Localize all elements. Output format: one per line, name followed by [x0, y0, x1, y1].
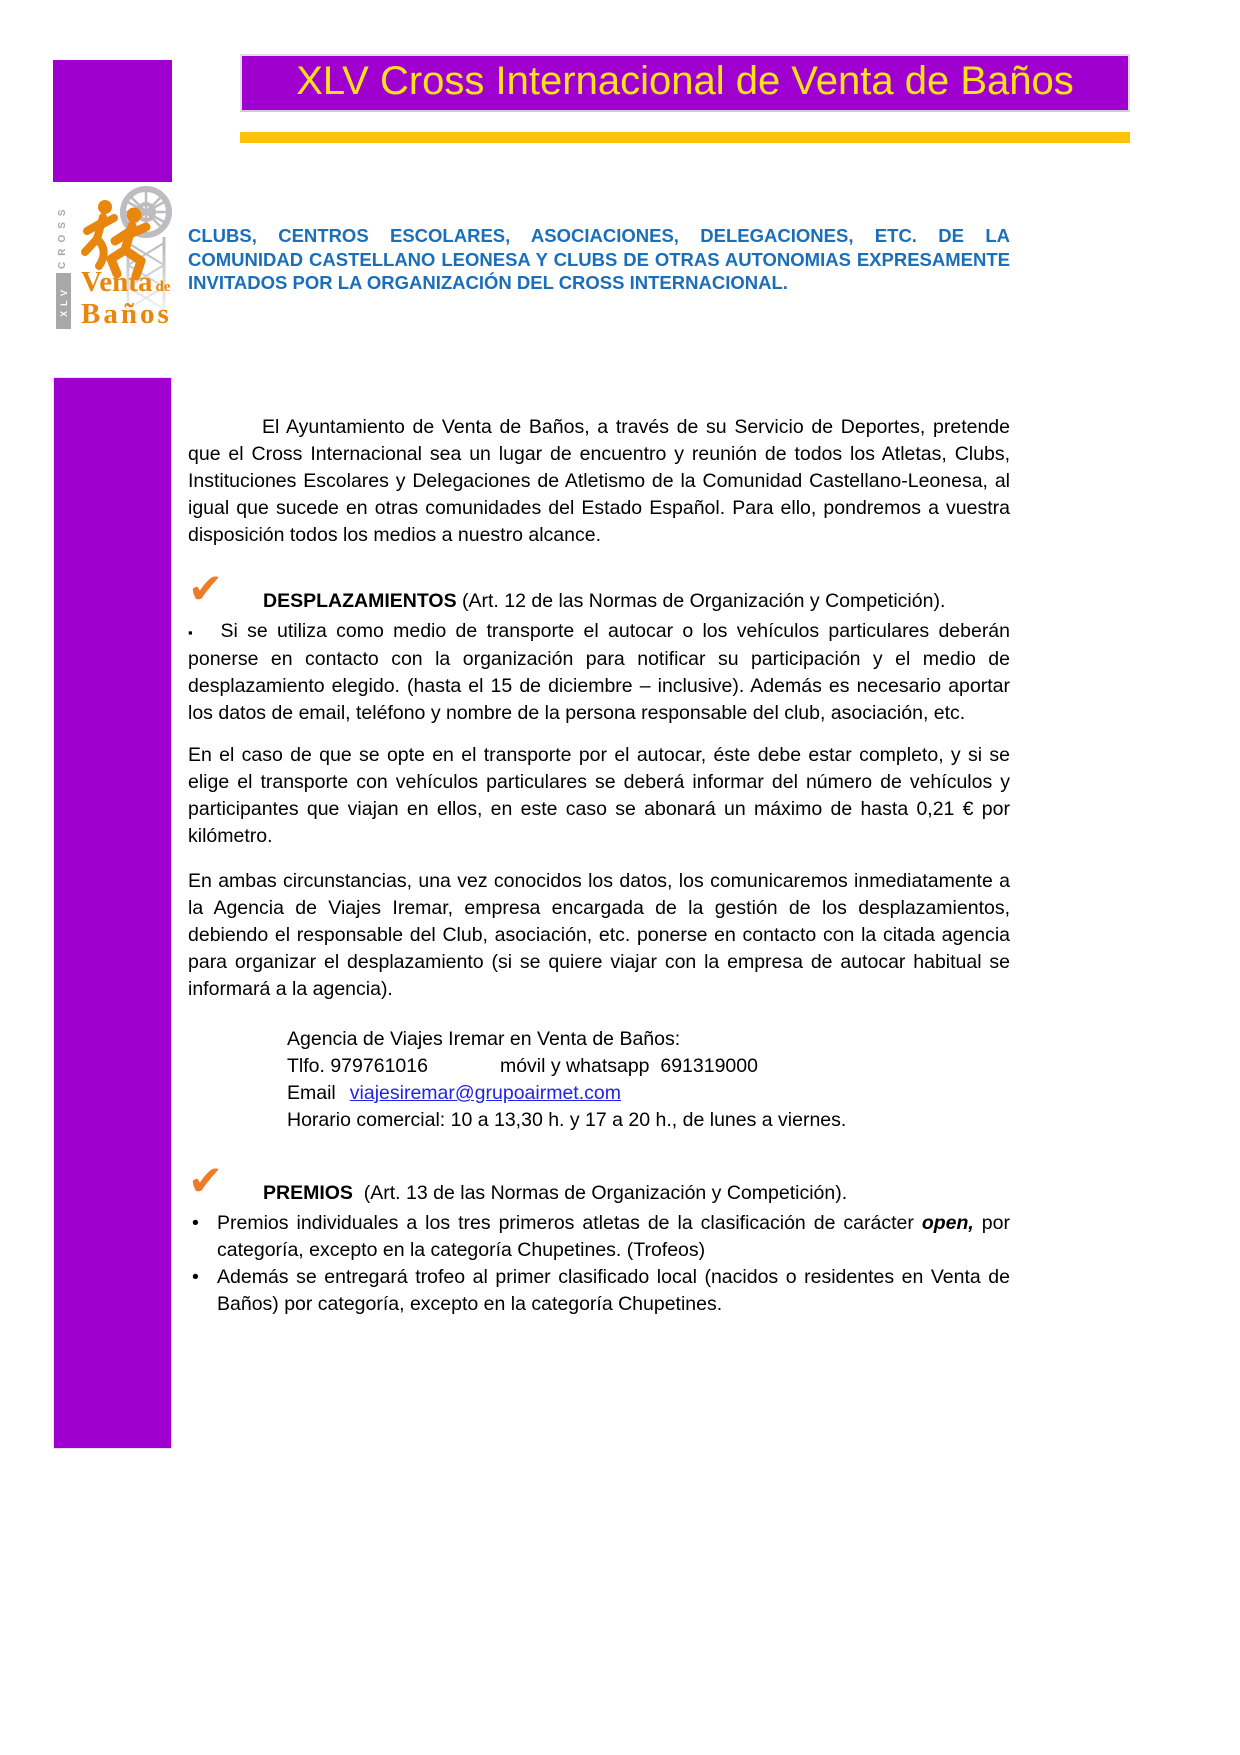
purple-sidebar-bar [53, 377, 172, 1449]
title-banner [240, 54, 1130, 112]
section-title: DESPLAZAMIENTOS [263, 590, 457, 612]
premios-bullet-list [188, 1210, 1010, 1318]
round-bullet-icon: • [192, 1212, 199, 1234]
section-title: PREMIOS [263, 1182, 353, 1204]
premios-item1-text: Premios individuales a los tres primeros atletas de la clasificación de carácter [217, 1212, 922, 1234]
logo-xlv-badge: XLV [56, 273, 71, 329]
agency-phone-line [287, 1053, 1010, 1080]
agency-phone: Tlfo. 979761016 [287, 1055, 428, 1077]
intro-paragraph: El Ayuntamiento de Venta de Baños, a través de su Servicio de Deportes, pretende que el Cross Internacional sea un lugar de encuentro y reunión de todos los Atletas, Clubs, Instituciones Escolares y Delegaciones de Atletismo de la Comunidad Castellano-Leonesa, al igual que sucede en otras comunidades del Estado Español. Para ello, pondremos a vuestra disposición todos los medios a nuestro alcance. [188, 416, 1010, 546]
page-title: XLV Cross Internacional de Venta de Baños [296, 59, 1074, 103]
agency-hours-line: Horario comercial: 10 a 13,30 h. y 17 a 20 h., de lunes a viernes. [287, 1109, 847, 1131]
square-bullet-icon: ▪ [188, 625, 197, 640]
section-heading-desplazamientos [188, 564, 1010, 615]
premios-item1-open: open, [921, 1212, 974, 1234]
autocar-paragraph: En el caso de que se opte en el transporte por el autocar, éste debe estar completo, y si se elige el transporte con vehículos particulares se deberá informar del número de vehículos y participantes que viajan en ellos, en este caso se abonará un máximo de hasta 0,21 € por kilómetro. [188, 744, 1010, 847]
cross-venta-de-banos-logo [54, 183, 206, 337]
premios-item-local [188, 1264, 1010, 1318]
section-title-note: (Art. 12 de las Normas de Organización y Competición). [456, 590, 946, 612]
agency-mobile: móvil y whatsapp 691319000 [499, 1055, 758, 1077]
agency-contact-block [287, 1026, 1010, 1134]
agency-email-link[interactable]: viajesiremar@grupoairmet.com [349, 1082, 621, 1104]
round-bullet-icon: • [192, 1266, 199, 1288]
agencia-paragraph: En ambas circunstancias, una vez conocidos los datos, los comunicaremos inmediatamente a la Agencia de Viajes Iremar, empresa encargada de la gestión de los desplazamientos, debiendo el responsable del Club, asociación, etc. ponerse en contacto con la citada agencia para organizar el desplazamiento (si se quiere viajar con la empresa de autocar habitual se informará a la agencia). [188, 870, 1010, 1000]
invitation-heading: CLUBS, CENTROS ESCOLARES, ASOCIACIONES, DELEGACIONES, ETC. DE LA COMUNIDAD CASTELLANO LEONESA Y CLUBS DE OTRAS AUTONOMIAS EXPRESAMENTE INVITADOS POR LA ORGANIZACIÓN DEL CROSS INTERNACIONAL. [188, 225, 1010, 293]
premios-item2-text: Además se entregará trofeo al primer clasificado local (nacidos o residentes en Venta de Baños) por categoría, excepto en la categoría Chupetines. [217, 1266, 1010, 1315]
agency-email-line [287, 1080, 1010, 1107]
check-icon: ✔ [188, 564, 224, 613]
logo-wordmark: Venta de Baños [81, 266, 172, 330]
purple-corner-block [53, 60, 172, 182]
premios-item-individuales [188, 1210, 1010, 1264]
document-body [188, 414, 1010, 1318]
transport-bullet-paragraph [188, 618, 1010, 727]
section-title-note: (Art. 13 de las Normas de Organización y Competición). [352, 1182, 848, 1204]
logo-vertical-cross-label: CROSS [57, 203, 68, 269]
section-heading-premios [188, 1156, 1010, 1207]
gold-divider [240, 132, 1130, 143]
transport-bullet-text: Si se utiliza como medio de transporte el autocar o los vehículos particulares deberán ponerse en contacto con la organización para notificar su participación y el medio de desplazamiento elegido. (hasta el 15 de diciembre – inclusive). Además es necesario aportar los datos de email, teléfono y nombre de la persona responsable del club, asociación, etc. [188, 620, 1011, 724]
agency-name-line: Agencia de Viajes Iremar en Venta de Baños: [287, 1028, 681, 1050]
agency-email-label: Email [287, 1082, 336, 1104]
premios-item1-rest: por categoría, excepto en la categoría Chupetines. (Trofeos) [217, 1212, 1010, 1261]
check-icon: ✔ [188, 1156, 224, 1205]
